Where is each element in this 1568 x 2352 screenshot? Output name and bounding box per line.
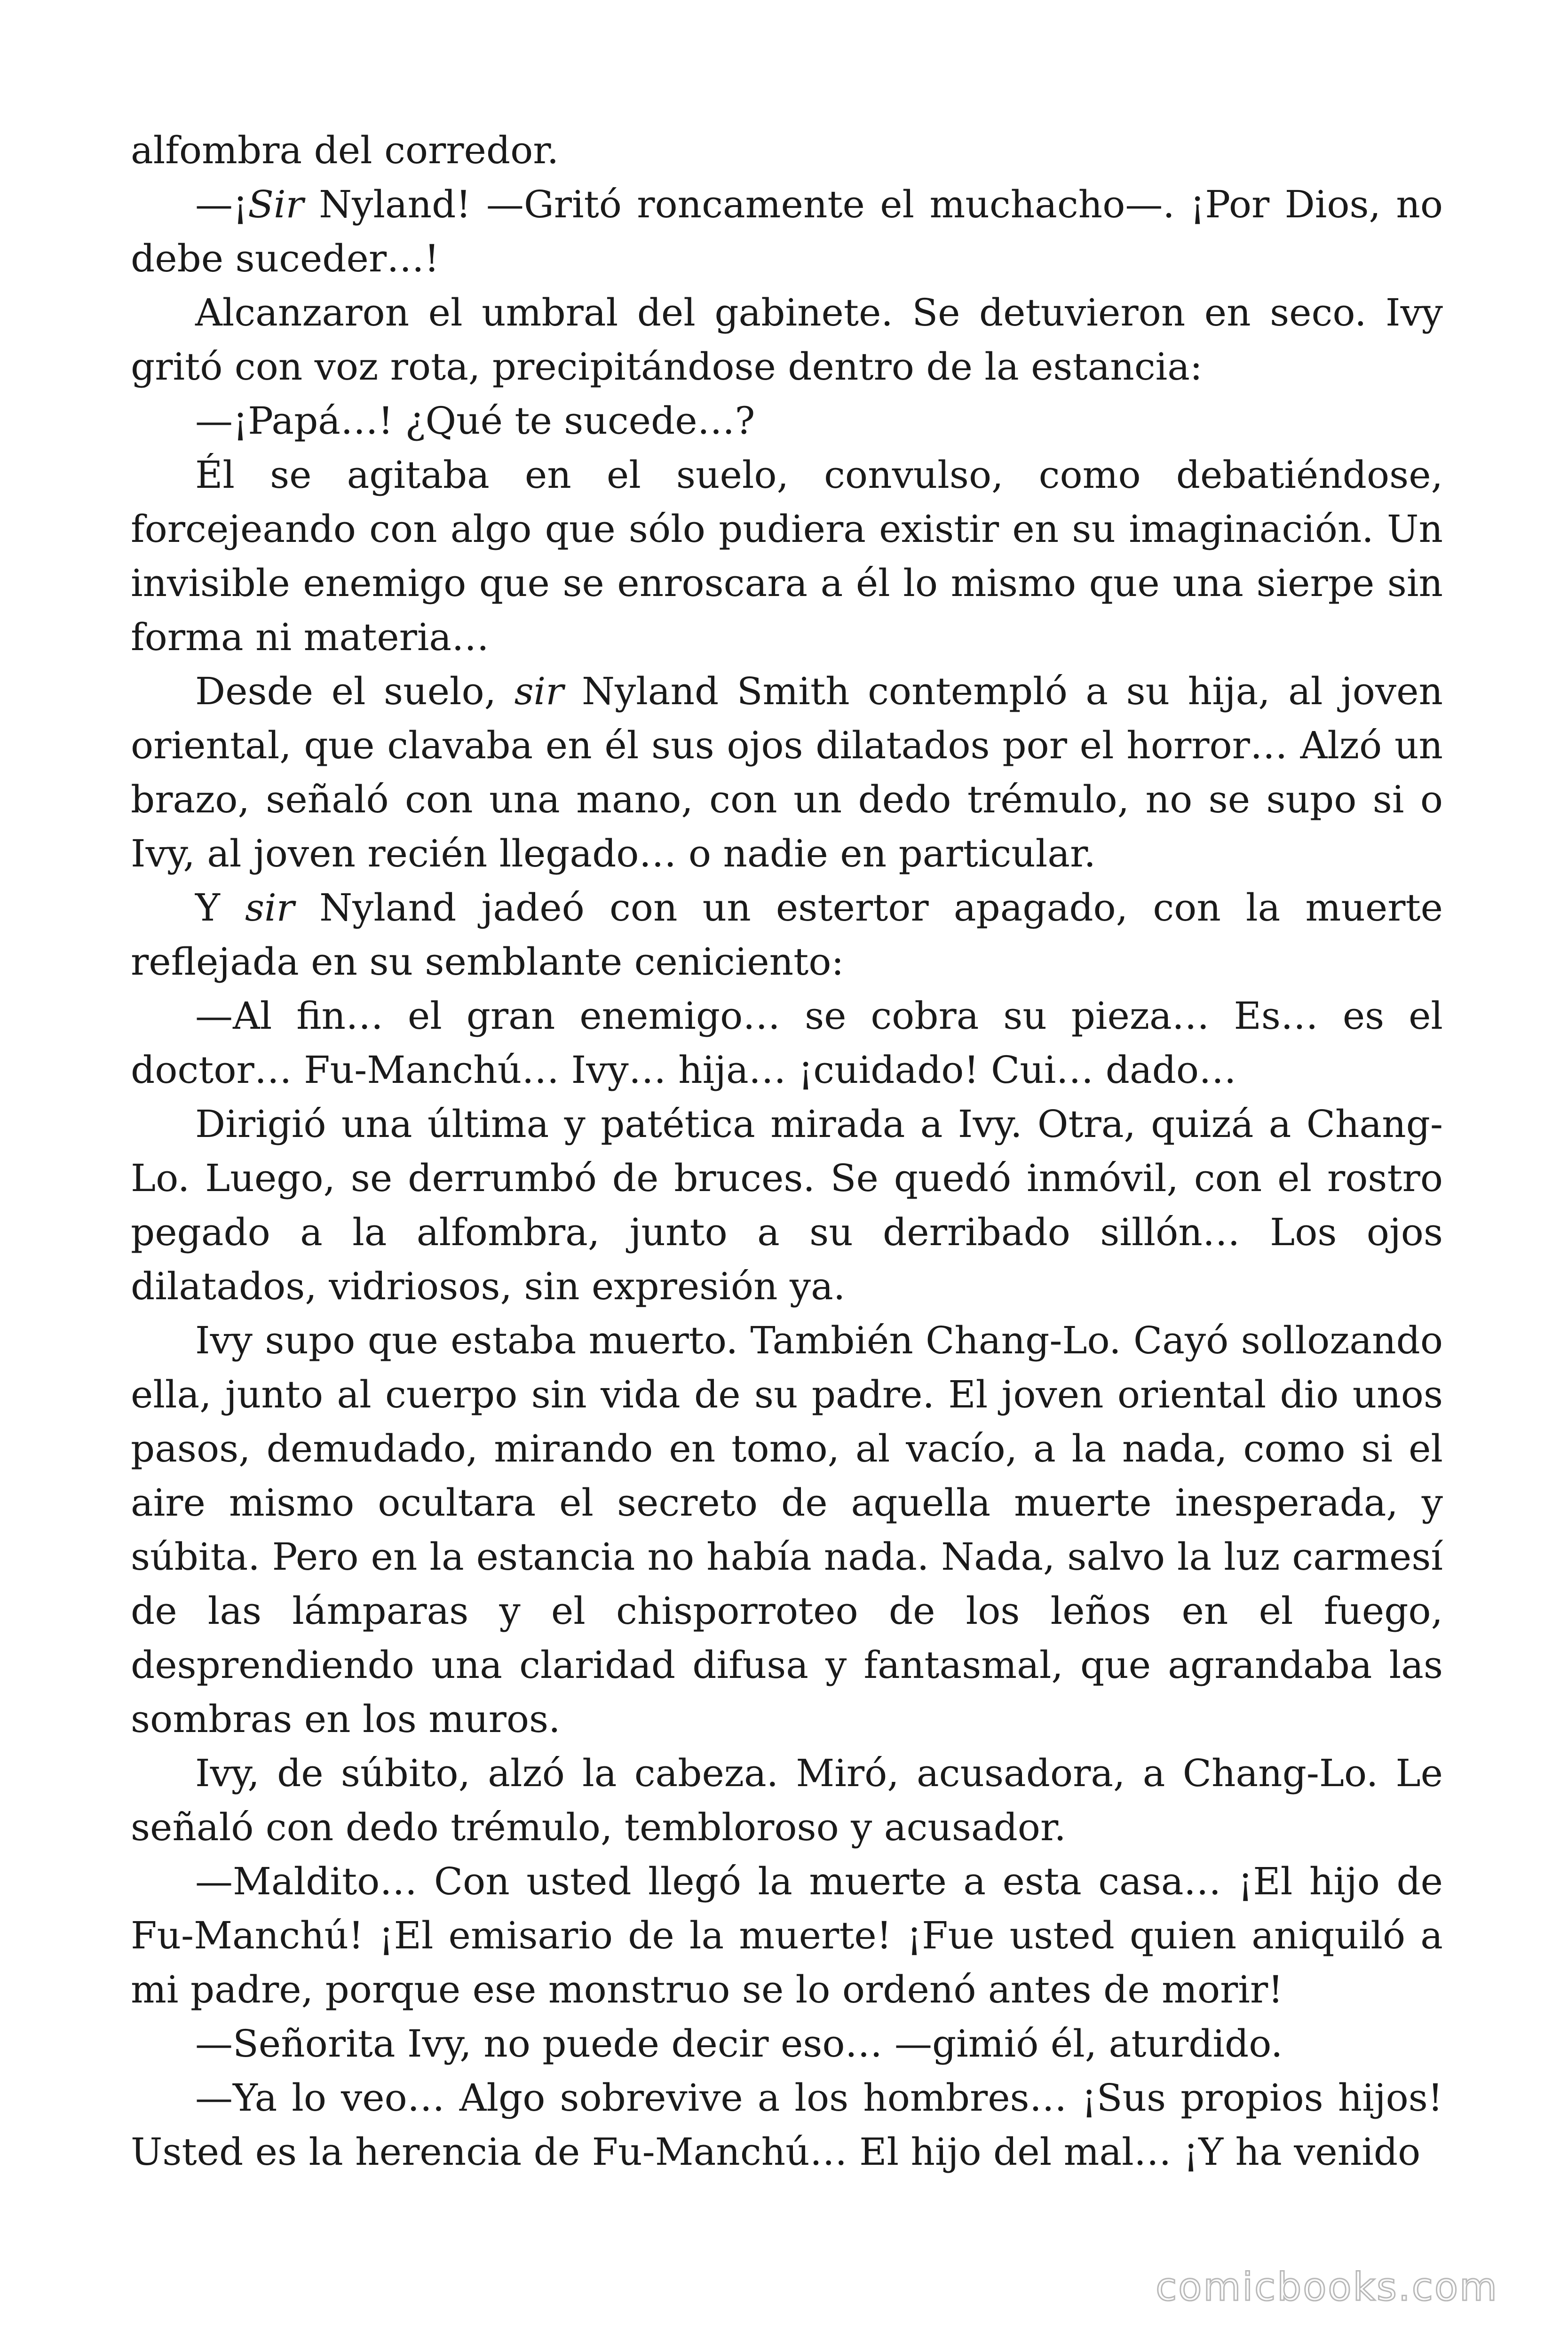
watermark: comicbooks.com xyxy=(1156,2265,1498,2310)
paragraph: Ivy supo que estaba muerto. También Chang-Lo. Cayó sollozando ella, junto al cuerpo sin vida de su padre. El joven oriental dio unos pasos, demudado, mirando en tomo, al vacío, a la nada, como si el aire mismo ocultara el secreto de aquella muerte inesperada, y súbita. Pero en la estancia no había nada. Nada, salvo la luz carmesí de las lámparas y el chisporroteo de los leños en el fuego, desprendiendo una claridad difusa y fantasmal, que agrandaba las sombras en los muros. xyxy=(131,1319,1443,1741)
paragraph: —Señorita Ivy, no puede decir eso… —gimió él, aturdido. xyxy=(195,2022,1283,2066)
italic-sir: sir xyxy=(245,886,294,930)
paragraph: Dirigió una última y patética mirada a Ivy. Otra, quizá a Chang-Lo. Luego, se derrumbó de bruces. Se quedó inmóvil, con el rostro pegado a la alfombra, junto a su derribado sillón… Los ojos dilatados, vidriosos, sin expresión ya. xyxy=(131,1102,1443,1308)
paragraph: Y sir Nyland jadeó con un estertor apagado, con la muerte reflejada en su semblante ceniciento: xyxy=(131,886,1443,984)
paragraph: —¡Sir Nyland! —Gritó roncamente el muchacho—. ¡Por Dios, no debe suceder…! xyxy=(131,183,1443,280)
paragraph: Desde el suelo, sir Nyland Smith contempló a su hija, al joven oriental, que clavaba en él sus ojos dilatados por el horror… Alzó un brazo, señaló con una mano, con un dedo trémulo, no se supo si o Ivy, al joven recién llegado… o nadie en particular. xyxy=(131,669,1443,875)
italic-sir: Sir xyxy=(248,183,304,226)
paragraph: —Al fin… el gran enemigo… se cobra su pieza… Es… es el doctor… Fu-Manchú… Ivy… hija… ¡cuidado! Cui… dado… xyxy=(131,994,1443,1092)
book-page-body xyxy=(131,123,1443,2179)
paragraph: Ivy, de súbito, alzó la cabeza. Miró, acusadora, a Chang-Lo. Le señaló con dedo trémulo, tembloroso y acusador. xyxy=(131,1751,1443,1849)
paragraph: —Maldito… Con usted llegó la muerte a esta casa… ¡El hijo de Fu-Manchú! ¡El emisario de la muerte! ¡Fue usted quien aniquiló a mi padre, porque ese monstruo se lo ordenó antes de morir! xyxy=(131,1859,1443,2011)
paragraph: —Ya lo veo… Algo sobrevive a los hombres… ¡Sus propios hijos! Usted es la herencia de Fu-Manchú… El hijo del mal… ¡Y ha venido xyxy=(131,2076,1443,2174)
paragraph: Él se agitaba en el suelo, convulso, como debatiéndose, forcejeando con algo que sólo pudiera existir en su imaginación. Un invisible enemigo que se enroscara a él lo mismo que una sierpe sin forma ni materia… xyxy=(131,453,1443,659)
paragraph: alfombra del corredor. xyxy=(131,128,559,172)
paragraph: Alcanzaron el umbral del gabinete. Se detuvieron en seco. Ivy gritó con voz rota, precipitándose dentro de la estancia: xyxy=(131,291,1443,389)
paragraph: —¡Papá…! ¿Qué te sucede…? xyxy=(195,399,755,443)
italic-sir: sir xyxy=(514,669,564,713)
